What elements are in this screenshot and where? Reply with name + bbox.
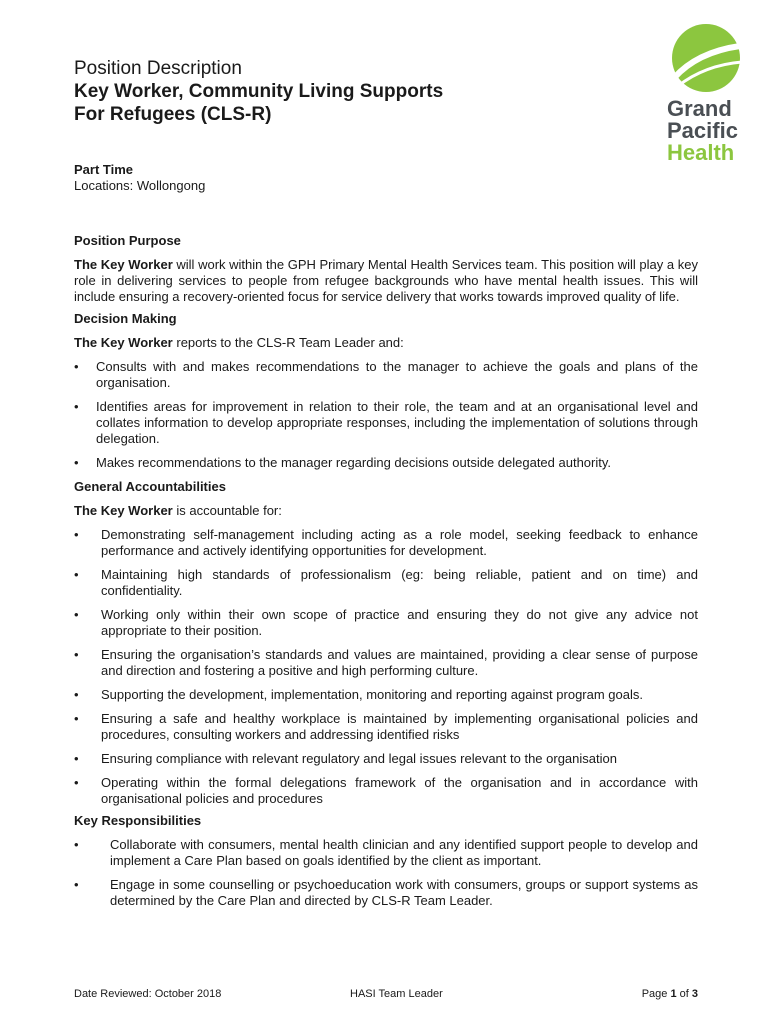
list-item: • Ensuring the organisation’s standards and values are maintained, providing a clear sense of purpose and direction and fostering a positive and high performing culture.: [74, 647, 698, 678]
position-purpose-body: will work within the GPH Primary Mental Health Services team. This position will play a key role in delivering services to people from refugee backgrounds who have mental health issues. This will include ensuring a recovery-oriented focus for service delivery that works towards improved quality of life.: [74, 257, 698, 304]
key-responsibilities-list: [74, 837, 698, 909]
logo-word-grand: Grand: [667, 96, 732, 121]
list-item: • Ensuring a safe and healthy workplace is maintained by implementing organisational policies and procedures, consulting workers and addressing identified risks: [74, 711, 698, 742]
document-owner: HASI Team Leader: [350, 988, 443, 1000]
list-item: • Ensuring compliance with relevant regulatory and legal issues relevant to the organisation: [74, 751, 617, 766]
logo-word-pacific: Pacific: [667, 118, 738, 143]
decision-making-intro-text: reports to the CLS-R Team Leader and:: [172, 335, 404, 350]
position-title: Key Worker, Community Living Supports: [74, 81, 444, 102]
date-reviewed: Date Reviewed: October 2018: [74, 988, 222, 1000]
list-item: • Engage in some counselling or psychoeducation work with consumers, groups or support systems as determined by the Care Plan and directed by CLS-R Team Leader.: [74, 877, 698, 908]
locations: Locations: Wollongong: [74, 178, 206, 193]
list-item: • Consults with and makes recommendations to the manager to achieve the goals and plans of the organisation.: [74, 359, 698, 390]
logo-word-health: Health: [667, 140, 735, 165]
title-block: [74, 57, 634, 126]
list-item: • Operating within the formal delegations framework of the organisation and in accordance with organisational policies and procedures: [74, 775, 698, 806]
decision-making-list: [74, 359, 698, 471]
position-purpose-lead: The Key Worker: [74, 257, 173, 272]
decision-making-intro: [74, 335, 698, 351]
position-subtitle: For Refugees (CLS-R): [74, 104, 272, 125]
general-accountabilities-intro-text: is accountable for:: [172, 503, 282, 518]
list-item: • Makes recommendations to the manager regarding decisions outside delegated authority.: [74, 455, 612, 470]
general-accountabilities-lead: The Key Worker: [74, 503, 173, 518]
list-item: • Identifies areas for improvement in relation to their role, the team and at an organisational level and collates information to develop appropriate responses, including the implementation of solutions through delegation.: [74, 399, 698, 446]
section-heading-key-responsibilities: Key Responsibilities: [74, 813, 202, 828]
position-purpose-text: [74, 257, 698, 305]
employment-type: Part Time: [74, 162, 134, 177]
document-type: Position Description: [74, 58, 242, 79]
section-heading-position-purpose: Position Purpose: [74, 233, 181, 248]
document-body: [74, 233, 698, 917]
list-item: • Collaborate with consumers, mental health clinician and any identified support people to develop and implement a Care Plan based on goals identified by the client as important.: [74, 837, 698, 868]
section-heading-general-accountabilities: General Accountabilities: [74, 479, 226, 494]
general-accountabilities-list: [74, 527, 698, 807]
list-item: • Demonstrating self-management including acting as a role model, seeking feedback to enhance performance and actively identifying opportunities for development.: [74, 527, 698, 558]
logo-wordmark: [667, 98, 738, 164]
page-number: Page 1 of 3: [641, 988, 698, 1000]
list-item: • Supporting the development, implementation, monitoring and reporting against program goals.: [74, 687, 643, 702]
section-heading-decision-making: Decision Making: [74, 311, 177, 326]
general-accountabilities-intro: [74, 503, 698, 519]
list-item: • Working only within their own scope of practice and ensuring they do not give any advice not appropriate to their position.: [74, 607, 698, 638]
list-item: • Maintaining high standards of professionalism (eg: being reliable, patient and on time) and confidentiality.: [74, 567, 698, 598]
position-meta: [74, 162, 205, 194]
decision-making-lead: The Key Worker: [74, 335, 173, 350]
